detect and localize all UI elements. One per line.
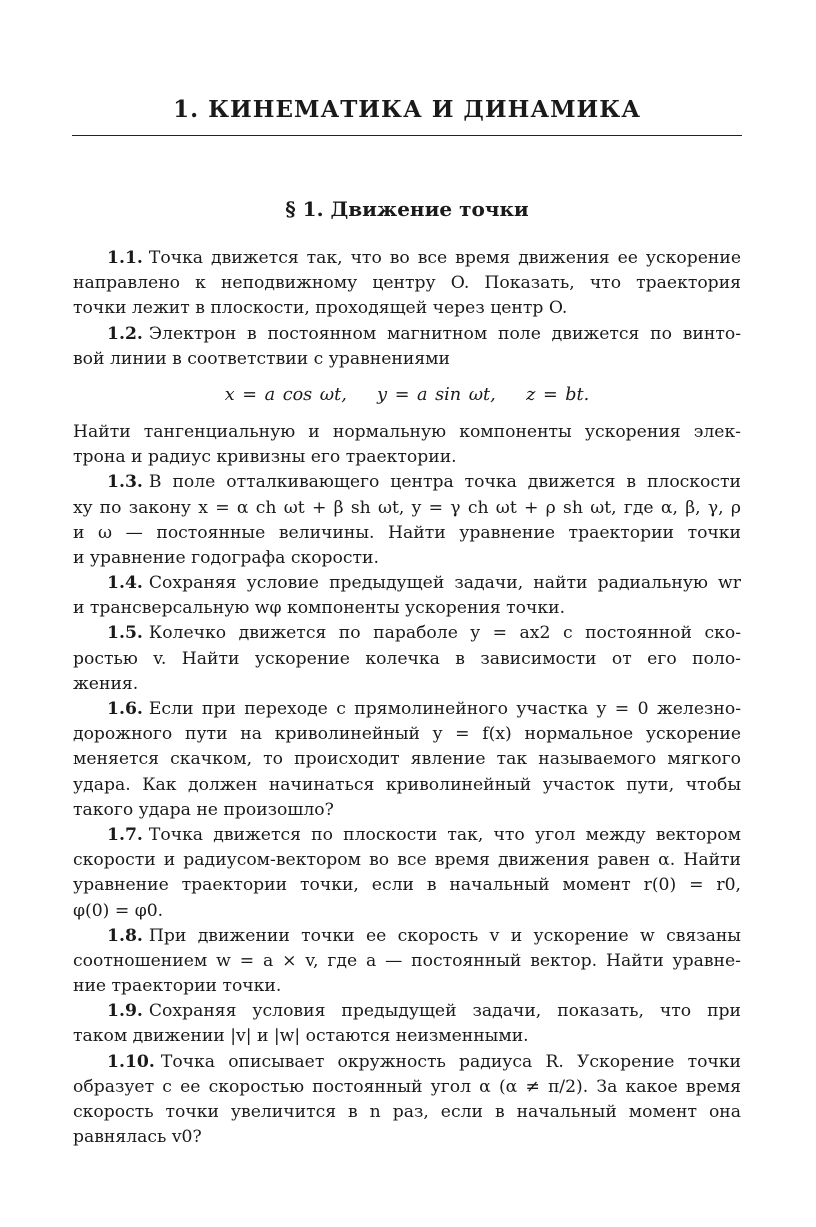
text-line bbox=[73, 1024, 741, 1049]
line-text: ростью v. Найти ускорение колечка в зависимости от его поло- bbox=[73, 648, 741, 669]
text-line bbox=[73, 596, 741, 621]
text-line bbox=[73, 722, 741, 747]
line-text: Сохраняя условие предыдущей задачи, найти радиальную wr bbox=[148, 573, 741, 594]
line-text: меняется скачком, то происходит явление так называемого мягкого bbox=[73, 749, 741, 770]
line-text: дорожного пути на криволинейный y = f(x) нормальное ускорение bbox=[73, 724, 741, 745]
line-text: точки лежит в плоскости, проходящей через центр O. bbox=[73, 298, 568, 319]
text-line bbox=[73, 647, 741, 672]
text-line bbox=[73, 899, 741, 924]
line-text: равнялась v0? bbox=[73, 1127, 202, 1148]
line-text: жения. bbox=[73, 673, 139, 694]
line-text: такого удара не произошло? bbox=[73, 799, 334, 820]
text-line bbox=[73, 420, 741, 445]
text-line bbox=[73, 546, 741, 571]
problem-number: 1.2. bbox=[107, 323, 143, 344]
text-line bbox=[73, 999, 741, 1024]
line-text: При движении точки ее скорость v и ускорение w связаны bbox=[148, 925, 741, 946]
line-text: удара. Как должен начинаться криволинейный участок пути, чтобы bbox=[73, 774, 741, 795]
problem-number: 1.10. bbox=[107, 1051, 155, 1072]
line-text: уравнение траектории точки, если в начальный момент r(0) = r0, bbox=[73, 875, 741, 896]
line-text: скорости и радиусом-вектором во все время движения равен α. Найти bbox=[73, 850, 741, 871]
text-line bbox=[73, 1075, 741, 1100]
line-text: и уравнение годографа скорости. bbox=[73, 547, 379, 568]
problem-number: 1.4. bbox=[107, 573, 143, 594]
text-line bbox=[73, 773, 741, 798]
text-line bbox=[73, 747, 741, 772]
text-line bbox=[73, 445, 741, 470]
line-text: φ(0) = φ0. bbox=[73, 900, 164, 921]
text-line bbox=[73, 496, 741, 521]
text-line bbox=[73, 798, 741, 823]
line-text: скорость точки увеличится в n раз, если в начальный момент она bbox=[73, 1102, 741, 1122]
line-text: трона и радиус кривизны его траектории. bbox=[73, 447, 457, 468]
line-text: Точка описывает окружность радиуса R. Ускорение точки bbox=[160, 1051, 741, 1072]
line-text: и ω — постоянные величины. Найти уравнение траектории точки bbox=[73, 522, 741, 543]
equation bbox=[73, 374, 741, 418]
text-line bbox=[73, 246, 741, 271]
text-line bbox=[73, 271, 741, 296]
line-text: xy по закону x = α ch ωt + β sh ωt, y = γ ch ωt + ρ sh ωt, где α, β, γ, ρ bbox=[73, 497, 741, 518]
line-text: Точка движется по плоскости так, что угол между вектором bbox=[148, 824, 741, 845]
line-text: В поле отталкивающего центра точка движется в плоскости bbox=[148, 472, 741, 493]
text-line bbox=[73, 823, 741, 848]
problem-number: 1.1. bbox=[107, 248, 143, 268]
line-text: Колечко движется по параболе y = ax2 с постоянной ско- bbox=[148, 623, 741, 644]
chapter-title: 1. КИНЕМАТИКА И ДИНАМИКА bbox=[173, 96, 641, 123]
problem-number: 1.8. bbox=[107, 925, 143, 946]
text-line bbox=[73, 470, 741, 495]
text-line bbox=[73, 949, 741, 974]
text-line bbox=[73, 697, 741, 722]
text-line bbox=[73, 848, 741, 873]
problem-number: 1.6. bbox=[107, 699, 143, 719]
text-line bbox=[73, 322, 741, 347]
line-text: Найти тангенциальную и нормальную компоненты ускорения элек- bbox=[73, 421, 741, 442]
equation-text: x = a cos ωt, y = a sin ωt, z = bt. bbox=[224, 385, 590, 406]
text-line bbox=[73, 924, 741, 949]
section-title: § 1. Движение точки bbox=[285, 197, 529, 221]
line-text: Если при переходе с прямолинейного участка y = 0 железно- bbox=[148, 699, 741, 719]
line-text: направлено к неподвижному центру O. Показать, что траектория bbox=[73, 273, 741, 294]
problem-number: 1.7. bbox=[107, 824, 143, 845]
text-line bbox=[73, 974, 741, 999]
text-line bbox=[73, 1100, 741, 1125]
line-text: и трансверсальную wφ компоненты ускорения точки. bbox=[73, 598, 566, 619]
problem-number: 1.9. bbox=[107, 1001, 143, 1022]
header-rule bbox=[72, 135, 742, 136]
problem-number: 1.5. bbox=[107, 623, 143, 644]
line-text: ние траектории точки. bbox=[73, 976, 282, 997]
text-line bbox=[73, 571, 741, 596]
text-line bbox=[73, 1125, 741, 1150]
line-text: Точка движется так, что во все время движения ее ускорение bbox=[148, 248, 741, 268]
line-text: вой линии в соответствии с уравнениями bbox=[73, 348, 450, 369]
text-line bbox=[73, 672, 741, 697]
text-line bbox=[73, 1050, 741, 1075]
line-text: образует с ее скоростью постоянный угол α (α ≠ π/2). За какое время bbox=[73, 1076, 741, 1097]
text-line bbox=[73, 296, 741, 321]
text-line bbox=[73, 621, 741, 646]
problem-number: 1.3. bbox=[107, 472, 143, 493]
line-text: таком движении |v| и |w| остаются неизменными. bbox=[73, 1026, 529, 1047]
problem-list bbox=[73, 246, 741, 1150]
line-text: Сохраняя условия предыдущей задачи, показать, что при bbox=[148, 1001, 741, 1022]
text-line bbox=[73, 347, 741, 372]
line-text: соотношением w = a × v, где a — постоянный вектор. Найти уравне- bbox=[73, 950, 741, 971]
text-line bbox=[73, 873, 741, 898]
text-line bbox=[73, 521, 741, 546]
line-text: Электрон в постоянном магнитном поле движется по винто- bbox=[148, 323, 741, 344]
